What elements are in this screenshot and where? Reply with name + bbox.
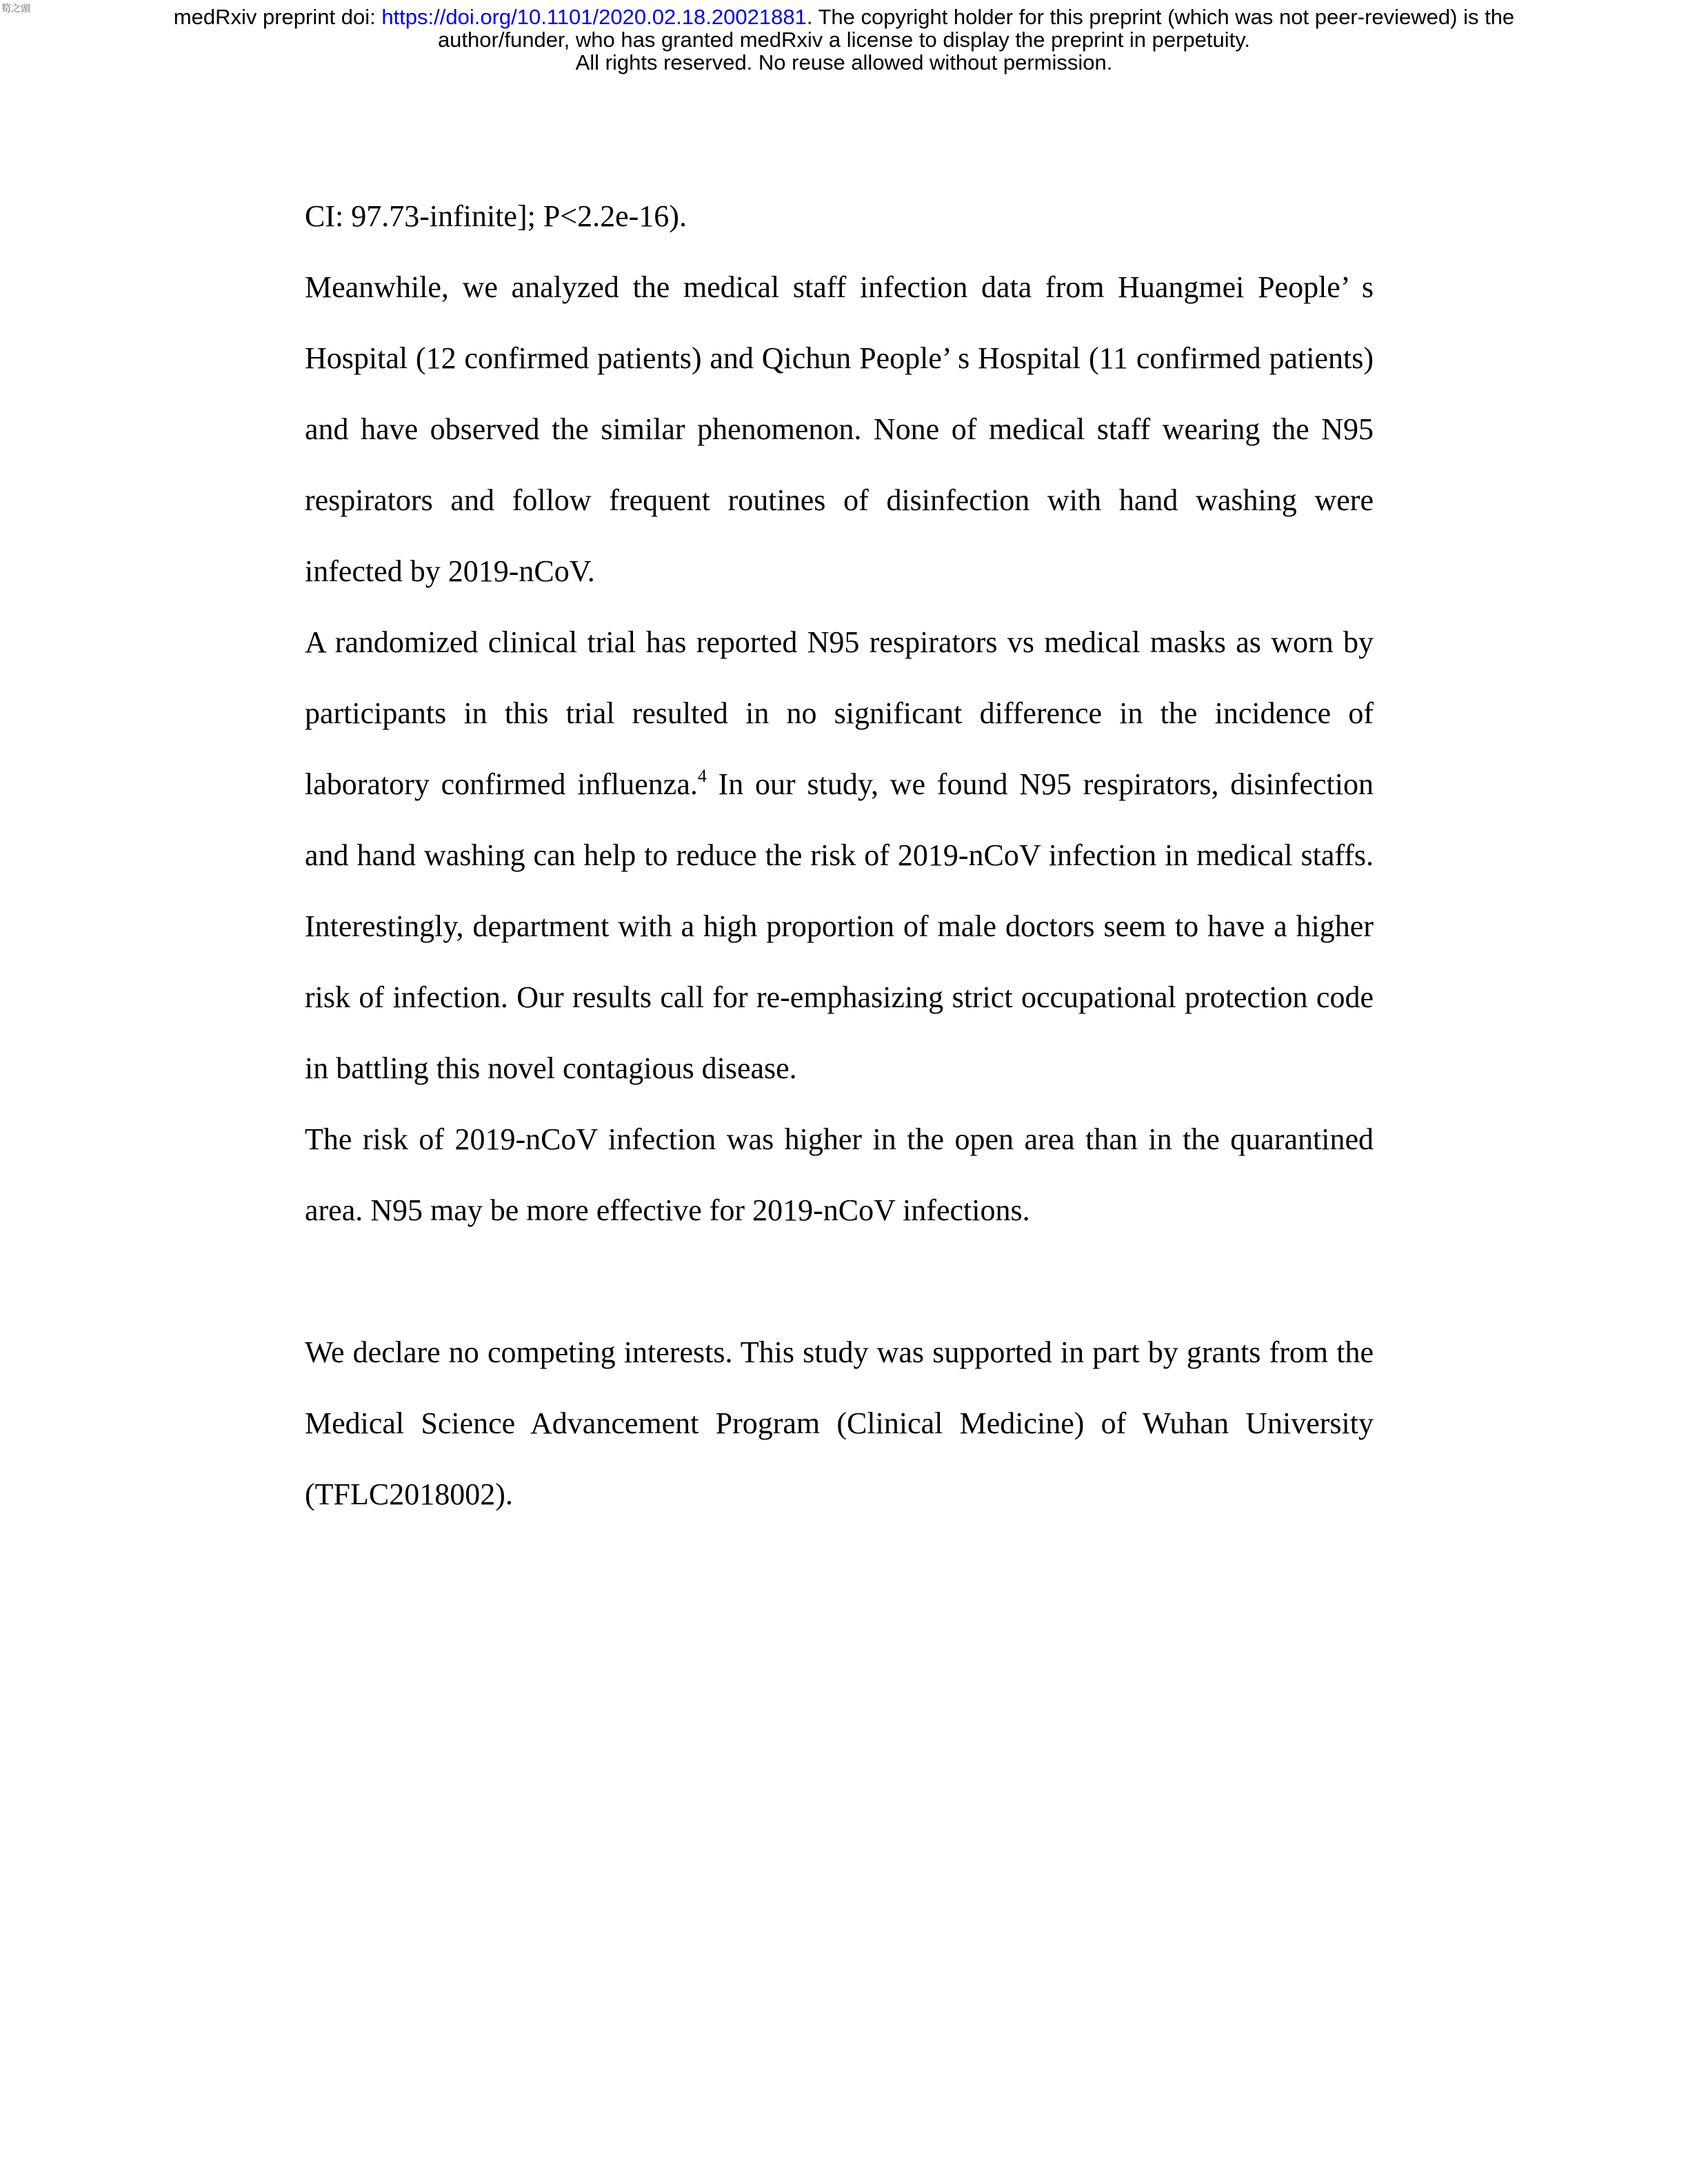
trial-text-after-ref: In our study, we found N95 respirators, disinfection and hand washing can help to reduce the risk of 2019-nCoV infection in medical staffs. Interestingly, department with a high proportion of male doctors seem to have a higher risk of infection. Our results call for re-emphasizing strict occupational protection code in battling this novel contagious disease. (305, 767, 1374, 1085)
trial-text-before-ref: A randomized clinical trial has reported N95 respirators vs medical masks as worn by participants in this trial resulted in no significant difference in the incidence of laboratory confirmed influenza. (305, 625, 1374, 801)
paragraph-hospital-data: Meanwhile, we analyzed the medical staff infection data from Huangmei People’ s Hospital (12 confirmed patients) and Qichun People’ s Hospital (11 confirmed patients) and have observed the similar phenomenon. None of medical staff wearing the N95 respirators and follow frequent routines of disinfection with hand washing were infected by 2019-nCoV. (305, 270, 1374, 588)
doi-link[interactable]: https://doi.org/10.1101/2020.02.18.20021881 (381, 5, 807, 29)
corner-mark: 筍之頭 (1, 3, 30, 14)
header-line-3: All rights reserved. No reuse allowed without permission. (575, 50, 1113, 74)
paragraph-conclusion: The risk of 2019-nCoV infection was higher in the open area than in the quarantined area. N95 may be more effective for 2019-nCoV infections. (305, 1122, 1374, 1227)
header-suffix: . The copyright holder for this preprint (which was not peer-reviewed) is the (806, 5, 1515, 29)
body-text (305, 181, 1374, 1530)
preprint-header (0, 6, 1688, 74)
paragraph-gap (305, 1246, 1374, 1317)
paragraph-ci-fragment: CI: 97.73-infinite]; P<2.2e-16). (305, 199, 687, 233)
paragraph-clinical-trial (305, 607, 1374, 1104)
header-line-1 (0, 6, 1688, 28)
reference-superscript: 4 (697, 766, 707, 786)
header-prefix: medRxiv preprint doi: (173, 5, 382, 29)
header-line-2: author/funder, who has granted medRxiv a license to display the preprint in perpetuity. (437, 28, 1251, 52)
paragraph-competing-interests: We declare no competing interests. This study was supported in part by grants from the Medical Science Advancement Program (Clinical Medicine) of Wuhan University (TFLC2018002). (305, 1335, 1374, 1511)
